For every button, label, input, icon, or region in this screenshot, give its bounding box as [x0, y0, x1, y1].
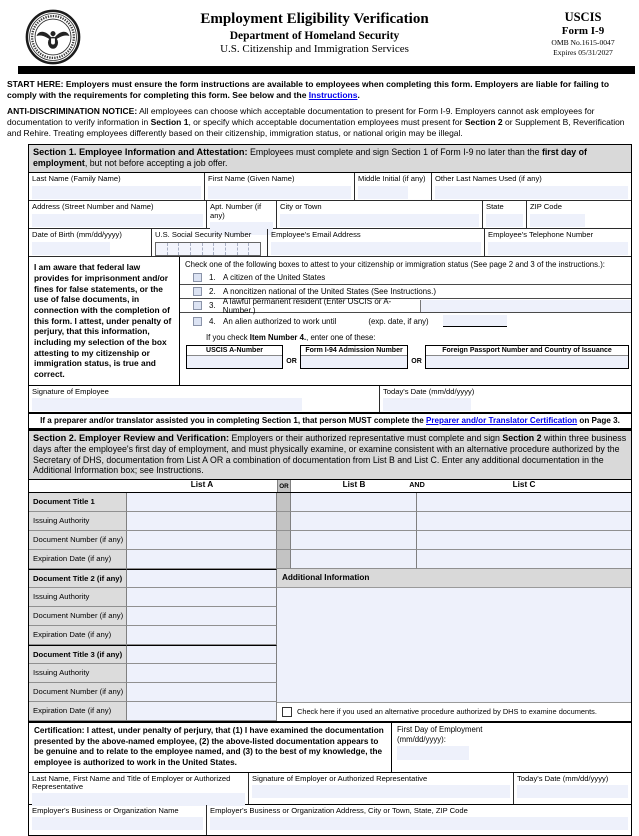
zip-cell: [527, 201, 631, 228]
antidiscrimination-label: ANTI-DISCRIMINATION NOTICE:: [7, 106, 138, 117]
business-name-cell: [29, 805, 207, 835]
employee-date-cell: [380, 386, 631, 412]
doc-title-3-label: Document Title 3 (if any): [29, 645, 127, 664]
middle-initial-cell: [355, 173, 432, 200]
table-row-issuing-authority-1: [29, 512, 631, 531]
section-1-header: [29, 145, 631, 173]
additional-information-area[interactable]: [277, 683, 631, 702]
list-c-header: List C: [512, 479, 536, 489]
status-item-citizen: [180, 271, 631, 285]
item-2-number: 2.: [209, 287, 216, 297]
antidiscrimination-text-2: , or specify which acceptable documentation employees must present for: [188, 117, 465, 128]
i94-number-box: [300, 345, 408, 369]
start-here-period: .: [357, 90, 360, 101]
i94-number-header: Form I-94 Admission Number: [305, 347, 403, 355]
state-select[interactable]: [486, 214, 523, 227]
uscis-a-number-box: [186, 345, 283, 369]
dob-ssn-row: [29, 229, 631, 257]
exp-date-input[interactable]: [443, 315, 507, 327]
or-column: [277, 550, 291, 569]
table-row-exp-date-2: [29, 626, 631, 645]
business-name-input[interactable]: [32, 817, 203, 830]
list-or-column-header: OR: [277, 480, 291, 492]
or-column: [277, 512, 291, 531]
start-here-label: START HERE:: [7, 79, 64, 89]
foreign-passport-header: Foreign Passport Number and Country of Issuance: [442, 347, 612, 355]
additional-information-header: Additional Information: [277, 569, 631, 588]
citizen-checkbox[interactable]: [193, 273, 202, 282]
doc-title-2-label: Document Title 2 (if any): [29, 569, 127, 588]
certification-row: [29, 721, 631, 772]
list-c-doc-number-1-input[interactable]: [417, 531, 631, 550]
first-day-of-employment-cell: [392, 723, 631, 772]
phone-cell: [485, 229, 631, 256]
form-title: Employment Eligibility Verification: [200, 11, 429, 27]
exp-date-3-label: Expiration Date (if any): [29, 702, 127, 721]
status-item-authorized-alien: [180, 313, 631, 329]
city-input[interactable]: [280, 214, 479, 227]
last-name-label: Last Name (Family Name): [32, 174, 121, 184]
item-3-number: 3.: [209, 301, 216, 311]
first-day-input[interactable]: [397, 746, 469, 760]
list-a-doc-number-1-input[interactable]: [127, 531, 277, 550]
list-a-issuing-authority-3-input[interactable]: [127, 664, 277, 683]
employer-date-label: Today's Date (mm/dd/yyyy): [517, 773, 609, 783]
certification-statement: Certification: I attest, under penalty of perjury, that (1) I have examined the documentation presented by the above-named employee, (2) the above-listed documentation appears to be genuine and to relate to the employee named, and (3) to the best of my knowledge, the employee is authorized to work in the United States.: [29, 723, 392, 772]
phone-label: Employee's Telephone Number: [488, 230, 594, 240]
state-cell: [483, 201, 527, 228]
address-cell: [29, 201, 207, 228]
city-cell: [277, 201, 483, 228]
issuing-authority-2-label: Issuing Authority: [29, 588, 127, 607]
employer-name-label: Last Name, First Name and Title of Employer or Authorized Representative: [32, 773, 231, 791]
first-name-label: First Name (Given Name): [208, 174, 295, 184]
ssn-comb-input[interactable]: [155, 242, 261, 256]
employer-date-input[interactable]: [517, 785, 628, 798]
table-row-exp-date-1: [29, 550, 631, 569]
last-name-cell: [29, 173, 205, 200]
doc-number-1-label: Document Number (if any): [29, 531, 127, 550]
business-address-label: Employer's Business or Organization Address, City or Town, State, ZIP Code: [210, 805, 468, 815]
additional-information-area[interactable]: [277, 588, 631, 607]
employee-date-input[interactable]: [383, 398, 471, 411]
business-address-cell: [207, 805, 631, 835]
preparer-certification-link[interactable]: Preparer and/or Translator Certification: [426, 415, 578, 425]
last-name-input[interactable]: [32, 186, 201, 199]
item-4-note-text-1: If you check: [206, 333, 250, 343]
item-3-text: A lawful permanent resident (Enter USCIS or A-Number.): [222, 296, 392, 315]
first-name-cell: [205, 173, 355, 200]
antidiscrimination-notice: [7, 106, 631, 139]
table-row-issuing-authority-3: [29, 664, 631, 683]
email-label: Employee's Email Address: [271, 230, 361, 240]
address-row: [29, 201, 631, 229]
exp-date-2-label: Expiration Date (if any): [29, 626, 127, 645]
check-one-instruction: Check one of the following boxes to attest to your citizenship or immigration status (See page 2 and 3 of the instructions.):: [185, 260, 605, 270]
antidiscrimination-text-3: or Supplement B, Reverification and Rehire. Treating employees differently based on their citizenship, immigration status, or national origin may be illegal.: [7, 117, 625, 139]
city-label: City or Town: [280, 202, 322, 212]
email-cell: [268, 229, 485, 256]
uscis-a-number-header: USCIS A-Number: [206, 347, 263, 355]
section-2-text-bold: Section 2: [502, 432, 542, 443]
or-separator-2: OR: [411, 357, 422, 365]
apt-label: Apt. Number (if any): [210, 202, 262, 220]
list-a-issuing-authority-2-input[interactable]: [127, 588, 277, 607]
list-c-issuing-authority-1-input[interactable]: [417, 512, 631, 531]
address-input[interactable]: [32, 214, 203, 227]
middle-initial-label: Middle Initial (if any): [358, 174, 426, 184]
document-number-boxes: [186, 345, 629, 369]
employee-date-label: Today's Date (mm/dd/yyyy): [383, 386, 475, 396]
item-4-number: 4.: [209, 316, 216, 326]
omb-number: OMB No.1615-0047: [551, 38, 615, 47]
list-b-exp-date-1-input[interactable]: [291, 550, 417, 569]
start-here-notice: [7, 79, 631, 101]
section-2-header: [29, 431, 631, 480]
employee-signature-input[interactable]: [32, 398, 302, 411]
perjury-statement: I am aware that federal law provides for imprisonment and/or fines for false statements, or the use of false documents, in connection with the completion of this form. I attest, under penalty of perjury, that this information, including my selection of the box attesting to my citizenship or immigration status, is true and correct.: [29, 257, 180, 384]
permanent-resident-checkbox[interactable]: [193, 301, 202, 310]
section-2-title: Section 2. Employer Review and Verification:: [33, 432, 230, 443]
attestation-row: [29, 257, 631, 384]
dob-input[interactable]: [32, 242, 110, 255]
or-separator-1: OR: [286, 357, 297, 365]
table-row-issuing-authority-2: [29, 588, 631, 607]
list-bc-header: [291, 480, 631, 492]
list-header-spacer: [29, 480, 127, 492]
table-row-doc-title-1: [29, 493, 631, 512]
doc-title-1-label: Document Title 1: [29, 493, 127, 512]
item-1-number: 1.: [209, 273, 216, 283]
first-day-label-line-1: First Day of Employment: [397, 724, 483, 734]
issuing-authority-1-label: Issuing Authority: [29, 512, 127, 531]
employer-date-cell: [514, 773, 631, 804]
list-a-header: List A: [190, 479, 214, 489]
list-c-exp-date-1-input[interactable]: [417, 550, 631, 569]
uscis-a-number-input[interactable]: [187, 355, 282, 368]
list-a-exp-date-1-input[interactable]: [127, 550, 277, 569]
list-and-label: AND: [409, 479, 425, 489]
list-a-doc-title-3-input[interactable]: [127, 645, 277, 664]
item-2-text: A noncitizen national of the United States (See Instructions.): [223, 287, 437, 297]
foreign-passport-box: [425, 345, 629, 369]
additional-information-area[interactable]: [277, 626, 631, 645]
list-a-doc-number-3-input[interactable]: [127, 683, 277, 702]
ssn-cell: [152, 229, 268, 256]
first-day-label-line-2: (mm/dd/yyyy):: [397, 734, 446, 744]
item-4-note-bold: Item Number 4.: [249, 333, 307, 343]
uscis-a-number-inline-input[interactable]: [420, 300, 631, 312]
alternative-procedure-row: [277, 702, 631, 721]
section2-bold-ref: Section 2: [464, 117, 503, 128]
uscis-label: USCIS: [564, 10, 602, 24]
preparer-text-1: If a preparer and/or translator assisted you in completing Section 1, that person MUST complete the: [40, 415, 426, 425]
header-divider-bar: [18, 66, 635, 74]
middle-initial-input[interactable]: [358, 186, 408, 199]
i94-number-input[interactable]: [301, 355, 407, 368]
list-b-doc-number-1-input[interactable]: [291, 531, 417, 550]
list-a-exp-date-2-input[interactable]: [127, 626, 277, 645]
table-row-doc-title-2: [29, 569, 631, 588]
list-b-header: List B: [342, 479, 366, 489]
section-1-text-bold: first day of employment: [33, 147, 587, 169]
list-a-exp-date-3-input[interactable]: [127, 702, 277, 721]
section-1: [28, 144, 632, 428]
form-agency: U.S. Citizenship and Immigration Services: [220, 43, 409, 55]
business-name-label: Employer's Business or Organization Name: [32, 805, 179, 815]
other-names-label: Other Last Names Used (if any): [435, 174, 542, 184]
table-row-doc-number-3: [29, 683, 631, 702]
business-address-input[interactable]: [210, 817, 628, 830]
exp-date-label: (exp. date, if any): [368, 316, 429, 326]
dob-cell: [29, 229, 152, 256]
zip-input[interactable]: [530, 214, 585, 227]
section-2-text-1: Employers or their authorized representative must complete and sign: [229, 432, 503, 443]
list-b-issuing-authority-1-input[interactable]: [291, 512, 417, 531]
email-input[interactable]: [271, 242, 481, 255]
other-names-input[interactable]: [435, 186, 628, 199]
preparer-notice: [29, 412, 631, 428]
form-department: Department of Homeland Security: [229, 30, 400, 42]
alternative-procedure-checkbox[interactable]: [282, 707, 292, 717]
other-names-cell: [432, 173, 631, 200]
address-label: Address (Street Number and Name): [32, 202, 154, 212]
foreign-passport-input[interactable]: [426, 355, 628, 368]
section-2: [28, 429, 632, 836]
apt-cell: [207, 201, 277, 228]
or-column: [277, 531, 291, 550]
additional-information-area[interactable]: [277, 607, 631, 626]
name-row: [29, 173, 631, 201]
noncitizen-national-checkbox[interactable]: [193, 287, 202, 296]
list-a-doc-number-2-input[interactable]: [127, 607, 277, 626]
section-2-text-2: within three business days after the employee's first day of employment, and must physically examine, or examine consistent with an alternative procedure authorized by the Secretary of DHS, documentation from List A OR a combination of documentation from List B and List C. Enter any additional documentation in the Additional Information box; see Instructions.: [33, 432, 627, 476]
citizenship-status-panel: [180, 257, 631, 384]
doc-number-3-label: Document Number (if any): [29, 683, 127, 702]
list-c-doc-title-1-input[interactable]: [417, 493, 631, 512]
phone-input[interactable]: [488, 242, 628, 255]
employer-name-cell: [29, 773, 249, 804]
expiration-date: Expires 05/31/2027: [553, 48, 613, 57]
issuing-authority-3-label: Issuing Authority: [29, 664, 127, 683]
form-number-block: [533, 8, 633, 57]
start-here-text: Employers must ensure the form instructions are available to employees when completing this form. Employers are liable for failing to comply with the requirements for completing this form. See below and the: [7, 79, 610, 101]
form-header: [0, 0, 639, 62]
additional-information-area[interactable]: [277, 664, 631, 683]
employer-signature-cell: [249, 773, 514, 804]
employer-signature-label: Signature of Employer or Authorized Representative: [252, 773, 428, 783]
preparer-text-2: on Page 3.: [577, 415, 620, 425]
employee-signature-label: Signature of Employee: [32, 386, 109, 396]
list-a-doc-title-2-input[interactable]: [127, 569, 277, 588]
item-1-text: A citizen of the United States: [223, 273, 326, 283]
list-b-doc-title-1-input[interactable]: [291, 493, 417, 512]
antidiscrimination-text-1: All employees can choose which acceptable documentation to present for Form I-9. Employers cannot ask employees for documentation to verify information in: [7, 106, 595, 128]
table-row-exp-date-3: [29, 702, 631, 721]
exp-date-1-label: Expiration Date (if any): [29, 550, 127, 569]
instructions-link[interactable]: Instructions: [308, 90, 358, 101]
list-a-doc-title-1-input[interactable]: [127, 493, 277, 512]
authorized-alien-checkbox[interactable]: [193, 317, 202, 326]
doc-number-2-label: Document Number (if any): [29, 607, 127, 626]
item-4-text: An alien authorized to work until: [223, 316, 337, 326]
alternative-procedure-label: Check here if you used an alternative procedure authorized by DHS to examine documents.: [297, 707, 597, 717]
form-title-block: [96, 8, 533, 55]
employee-signature-row: [29, 385, 631, 412]
table-row-doc-number-1: [29, 531, 631, 550]
list-header-row: [29, 480, 631, 493]
business-info-row: [29, 804, 631, 835]
ssn-label: U.S. Social Security Number: [155, 230, 252, 240]
item-4-note: [180, 329, 631, 344]
section-1-text-2: , but not before accepting a job offer.: [84, 158, 228, 169]
employer-signature-input[interactable]: [252, 785, 510, 798]
zip-label: ZIP Code: [530, 202, 562, 212]
first-name-input[interactable]: [208, 186, 351, 199]
table-row-doc-title-3: [29, 645, 631, 664]
section1-bold-ref: Section 1: [150, 117, 189, 128]
section-1-text-1: Employees must complete and sign Section 1 of Form I-9 no later than the: [247, 147, 542, 158]
list-a-issuing-authority-1-input[interactable]: [127, 512, 277, 531]
item-4-note-text-2: , enter one of these:: [306, 333, 376, 343]
table-row-doc-number-2: [29, 607, 631, 626]
or-column: [277, 493, 291, 512]
employer-signature-row: [29, 772, 631, 804]
dob-label: Date of Birth (mm/dd/yyyy): [32, 230, 122, 240]
section-1-title: Section 1. Employee Information and Attestation:: [33, 147, 248, 158]
form-number: Form I-9: [561, 25, 605, 37]
additional-information-area[interactable]: [277, 645, 631, 664]
state-label: State: [486, 202, 504, 212]
status-item-permanent-resident: [180, 296, 631, 315]
dhs-seal-icon: [24, 8, 96, 71]
employee-signature-cell: [29, 386, 380, 412]
